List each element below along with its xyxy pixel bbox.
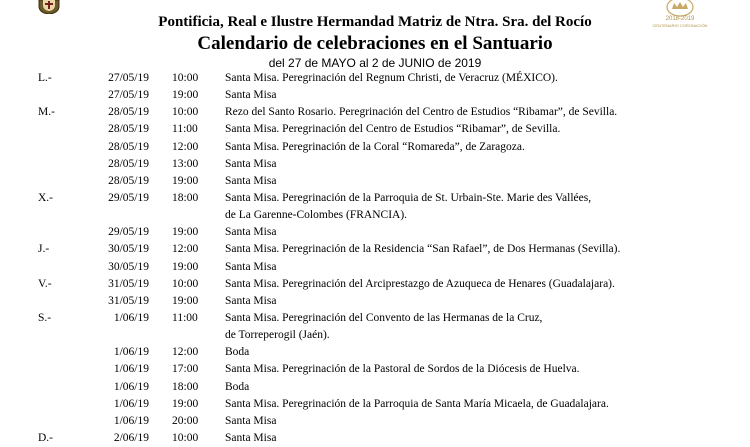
schedule-row <box>0 396 750 413</box>
date-cell: 1/06/19 <box>113 414 149 427</box>
time-cell: 18:00 <box>172 191 199 204</box>
schedule-row <box>0 87 750 104</box>
schedule-row <box>0 293 750 310</box>
schedule-row <box>0 430 750 447</box>
description-continuation: de La Garenne-Colombes (FRANCIA). <box>225 209 408 222</box>
date-cell: 30/05/19 <box>108 243 149 256</box>
description-cell: Santa Misa. Peregrinación de la Pastoral de Sordos de la Diócesis de Huelva. <box>225 363 580 376</box>
description-cell: Santa Misa <box>225 294 277 307</box>
date-cell: 27/05/19 <box>108 72 149 84</box>
time-cell: 19:00 <box>172 226 199 239</box>
description-cell: Santa Misa. Peregrinación de la Parroquia de Santa María Micaela, de Guadalajara. <box>225 397 609 410</box>
time-cell: 19:00 <box>172 89 199 102</box>
time-cell: 10:00 <box>172 277 199 290</box>
time-cell: 18:00 <box>172 380 199 393</box>
description-cell: Santa Misa <box>225 157 277 170</box>
date-cell: 31/05/19 <box>108 294 149 307</box>
schedule-row <box>0 207 750 224</box>
day-label: S.- <box>38 311 52 324</box>
schedule-row <box>0 379 750 396</box>
date-cell: 30/05/19 <box>108 260 149 273</box>
time-cell: 12:00 <box>172 243 199 256</box>
day-label: M.- <box>38 106 55 119</box>
description-cell: Santa Misa <box>225 89 277 102</box>
centenary-subtitle: CENTENARIO CORONACIÓN <box>652 23 708 28</box>
schedule-row <box>0 344 750 361</box>
date-cell: 1/06/19 <box>113 311 149 324</box>
time-cell: 11:00 <box>172 123 198 136</box>
time-cell: 10:00 <box>172 106 199 119</box>
day-label: D.- <box>38 431 54 444</box>
description-cell: Santa Misa <box>225 431 277 444</box>
schedule-row <box>0 139 750 156</box>
time-cell: 19:00 <box>172 174 199 187</box>
description-cell: Santa Misa. Peregrinación del Arciprestazgo de Azuqueca de Henares (Guadalajara). <box>225 277 615 290</box>
description-cell: Boda <box>225 380 250 393</box>
description-cell: Santa Misa <box>225 174 277 187</box>
date-range-subtitle: del 27 de MAYO al 2 de JUNIO de 2019 <box>268 56 482 70</box>
date-cell: 1/06/19 <box>113 380 149 393</box>
date-cell: 29/05/19 <box>108 191 149 204</box>
schedule-row <box>0 259 750 276</box>
brotherhood-title: Pontificia, Real e Ilustre Hermandad Matriz de Ntra. Sra. del Rocío <box>158 14 592 30</box>
time-cell: 13:00 <box>172 157 199 170</box>
date-cell: 28/05/19 <box>108 123 149 136</box>
schedule-row <box>0 156 750 173</box>
description-cell: Santa Misa. Peregrinación de la Coral “Romareda”, de Zaragoza. <box>225 140 525 153</box>
centenary-years: 2018-2019 <box>665 16 695 22</box>
day-label: X.- <box>38 191 54 204</box>
brotherhood-coat-of-arms-icon <box>36 0 62 14</box>
description-cell: Santa Misa. Peregrinación de la Residencia “San Rafael”, de Dos Hermanas (Sevilla). <box>225 243 621 256</box>
date-cell: 31/05/19 <box>108 277 149 290</box>
description-cell: Boda <box>225 346 250 359</box>
date-cell: 2/06/19 <box>113 431 149 444</box>
time-cell: 12:00 <box>172 140 199 153</box>
description-cell: Santa Misa. Peregrinación del Convento de las Hermanas de la Cruz, <box>225 311 543 324</box>
description-cell: Santa Misa <box>225 260 277 273</box>
date-cell: 28/05/19 <box>108 174 149 187</box>
time-cell: 19:00 <box>172 294 199 307</box>
description-continuation: de Torreperogil (Jaén). <box>225 329 330 342</box>
schedule-row <box>0 327 750 344</box>
description-cell: Santa Misa <box>225 414 277 427</box>
schedule-row <box>0 104 750 121</box>
calendar-title: Calendario de celebraciones en el Santuario <box>197 33 553 54</box>
date-cell: 29/05/19 <box>108 226 149 239</box>
time-cell: 10:00 <box>172 72 199 84</box>
day-label: L.- <box>38 72 52 84</box>
day-label: V.- <box>38 277 52 290</box>
date-cell: 1/06/19 <box>113 363 149 376</box>
date-cell: 28/05/19 <box>108 140 149 153</box>
schedule-row <box>0 310 750 327</box>
celebrations-list <box>0 70 750 447</box>
day-label: J.- <box>38 243 50 256</box>
schedule-row <box>0 241 750 258</box>
time-cell: 11:00 <box>172 311 198 324</box>
schedule-row <box>0 121 750 138</box>
description-cell: Santa Misa. Peregrinación del Centro de Estudios “Ribamar”, de Sevilla. <box>225 123 561 136</box>
time-cell: 19:00 <box>172 260 199 273</box>
description-cell: Rezo del Santo Rosario. Peregrinación del Centro de Estudios “Ribamar”, de Sevilla. <box>225 106 618 119</box>
time-cell: 10:00 <box>172 431 199 444</box>
date-cell: 28/05/19 <box>108 157 149 170</box>
description-cell: Santa Misa. Peregrinación del Regnum Christi, de Veracruz (MÉXICO). <box>225 72 558 84</box>
date-cell: 28/05/19 <box>108 106 149 119</box>
schedule-row <box>0 190 750 207</box>
description-cell: Santa Misa. Peregrinación de la Parroquia de St. Urbain-Ste. Marie des Vallées, <box>225 191 592 204</box>
time-cell: 19:00 <box>172 397 199 410</box>
date-cell: 1/06/19 <box>113 346 149 359</box>
schedule-row <box>0 173 750 190</box>
schedule-row <box>0 413 750 430</box>
schedule-row <box>0 361 750 378</box>
time-cell: 17:00 <box>172 363 199 376</box>
time-cell: 12:00 <box>172 346 199 359</box>
schedule-row <box>0 224 750 241</box>
schedule-row <box>0 70 750 87</box>
date-cell: 1/06/19 <box>113 397 149 410</box>
schedule-row <box>0 276 750 293</box>
time-cell: 20:00 <box>172 414 199 427</box>
date-cell: 27/05/19 <box>108 89 149 102</box>
description-cell: Santa Misa <box>225 226 277 239</box>
